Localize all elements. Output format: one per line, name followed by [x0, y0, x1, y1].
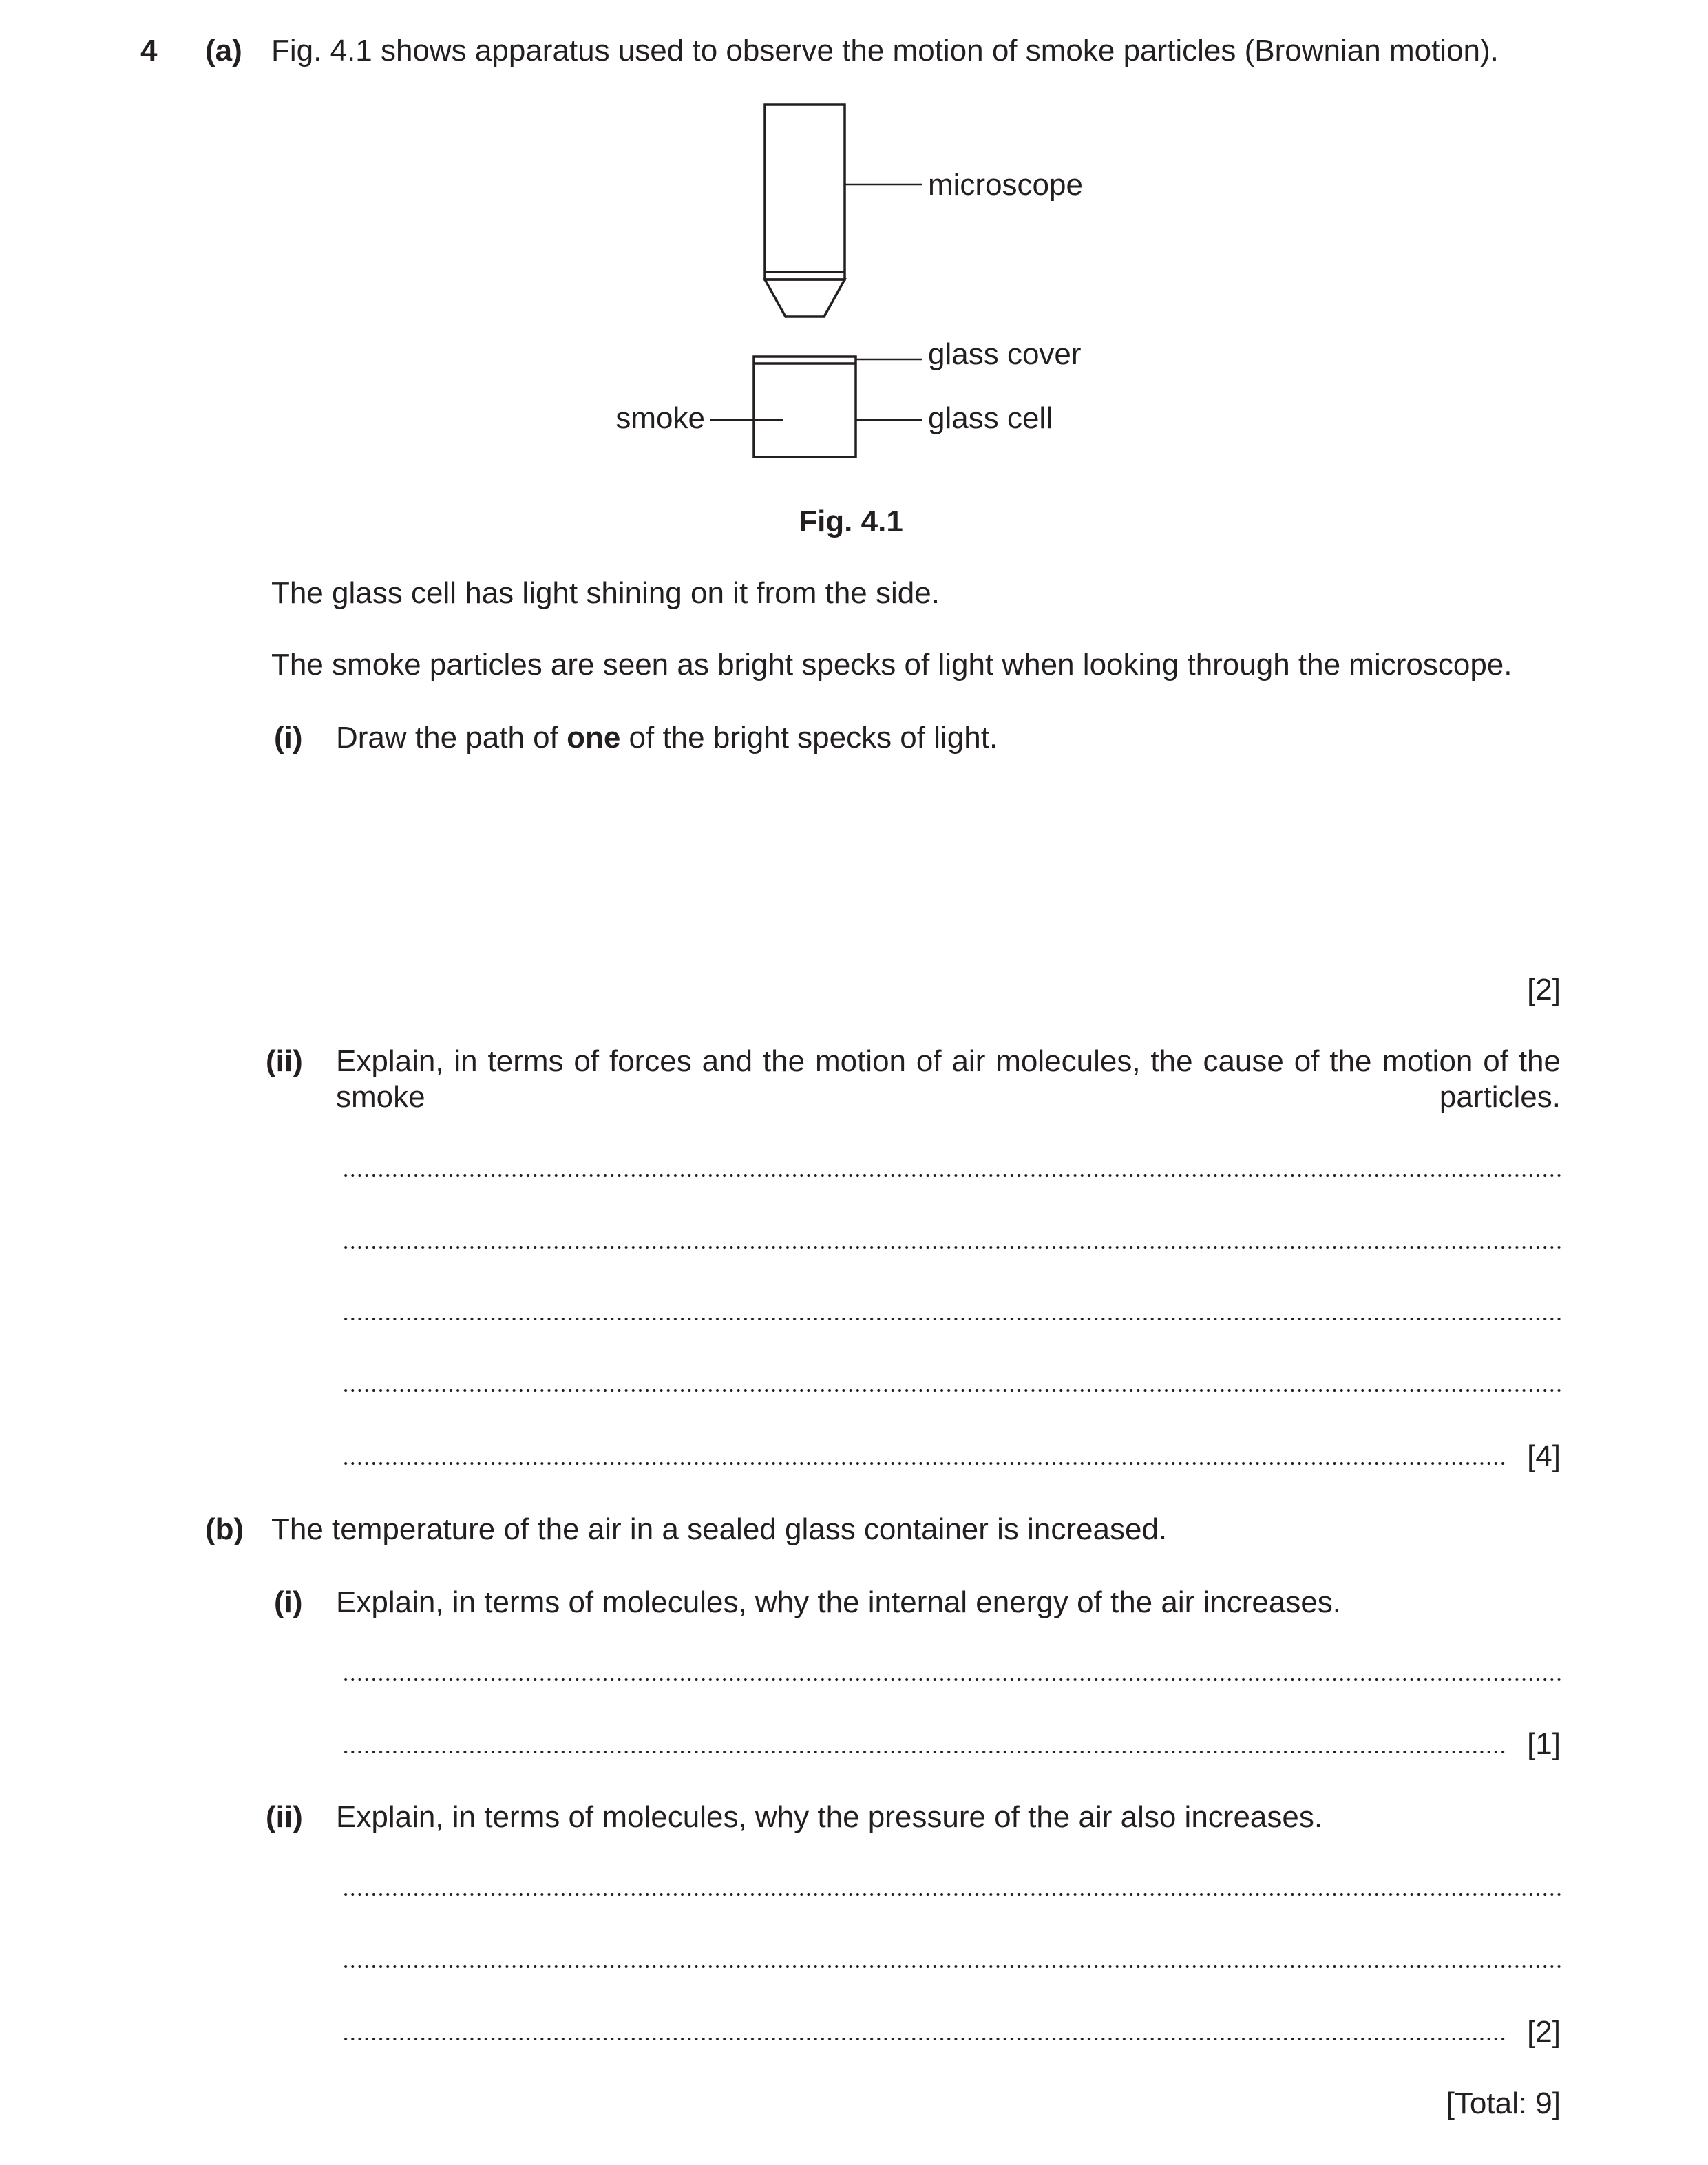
answer-line[interactable]	[342, 1246, 1561, 1249]
part-a-i-text-after: of the bright specks of light.	[620, 721, 998, 754]
part-a-ii-marks: [4]	[1527, 1439, 1561, 1473]
answer-line[interactable]	[342, 1174, 1561, 1177]
answer-line[interactable]	[342, 1751, 1506, 1753]
part-a-i-text-before: Draw the path of	[336, 721, 567, 754]
part-a-intro: Fig. 4.1 shows apparatus used to observe the motion of smoke particles (Brownian motion).	[271, 34, 1499, 67]
glass-cell	[754, 357, 856, 457]
question-number: 4	[140, 34, 158, 67]
part-b-intro: The temperature of the air in a sealed glass container is increased.	[271, 1512, 1168, 1546]
total-marks: [Total: 9]	[1446, 2087, 1561, 2120]
part-a-ii-label: (ii)	[266, 1044, 303, 1078]
part-b-i-label: (i)	[274, 1585, 303, 1619]
answer-line[interactable]	[342, 1678, 1561, 1681]
part-b-ii-label: (ii)	[266, 1800, 303, 1834]
part-a-i-marks: [2]	[1527, 973, 1561, 1006]
paragraph-light: The glass cell has light shining on it from the side.	[271, 576, 940, 610]
answer-line[interactable]	[342, 1389, 1561, 1392]
microscope-tube	[765, 105, 845, 279]
drawing-area[interactable]	[336, 764, 1561, 957]
microscope-objective	[765, 279, 845, 317]
answer-line[interactable]	[342, 1965, 1561, 1968]
paragraph-specks: The smoke particles are seen as bright specks of light when looking through the microscope.	[271, 648, 1512, 682]
answer-line[interactable]	[342, 1462, 1506, 1465]
part-b-i-marks: [1]	[1527, 1727, 1561, 1761]
part-b-ii-marks: [2]	[1527, 2015, 1561, 2049]
figure-caption: Fig. 4.1	[799, 505, 903, 538]
answer-line[interactable]	[342, 1893, 1561, 1896]
part-b-i-question: Explain, in terms of molecules, why the internal energy of the air increases.	[336, 1585, 1342, 1619]
part-a-i-text-bold: one	[567, 721, 621, 754]
part-a-i-question	[336, 720, 998, 756]
label-glass-cell: glass cell	[928, 401, 1053, 435]
figure-4-1	[0, 0, 1708, 551]
part-a-label: (a)	[205, 34, 242, 67]
answer-line[interactable]	[342, 1318, 1561, 1320]
part-a-i-label: (i)	[274, 721, 303, 754]
part-b-ii-question: Explain, in terms of molecules, why the pressure of the air also increases.	[336, 1800, 1323, 1834]
label-smoke: smoke	[615, 401, 705, 435]
label-glass-cover: glass cover	[928, 337, 1082, 371]
part-b-label: (b)	[205, 1512, 244, 1546]
label-microscope: microscope	[928, 168, 1083, 202]
part-a-ii-question: Explain, in terms of forces and the motion of air molecules, the cause of the motion of the smoke particles.	[336, 1044, 1561, 1114]
answer-line[interactable]	[342, 2038, 1506, 2040]
